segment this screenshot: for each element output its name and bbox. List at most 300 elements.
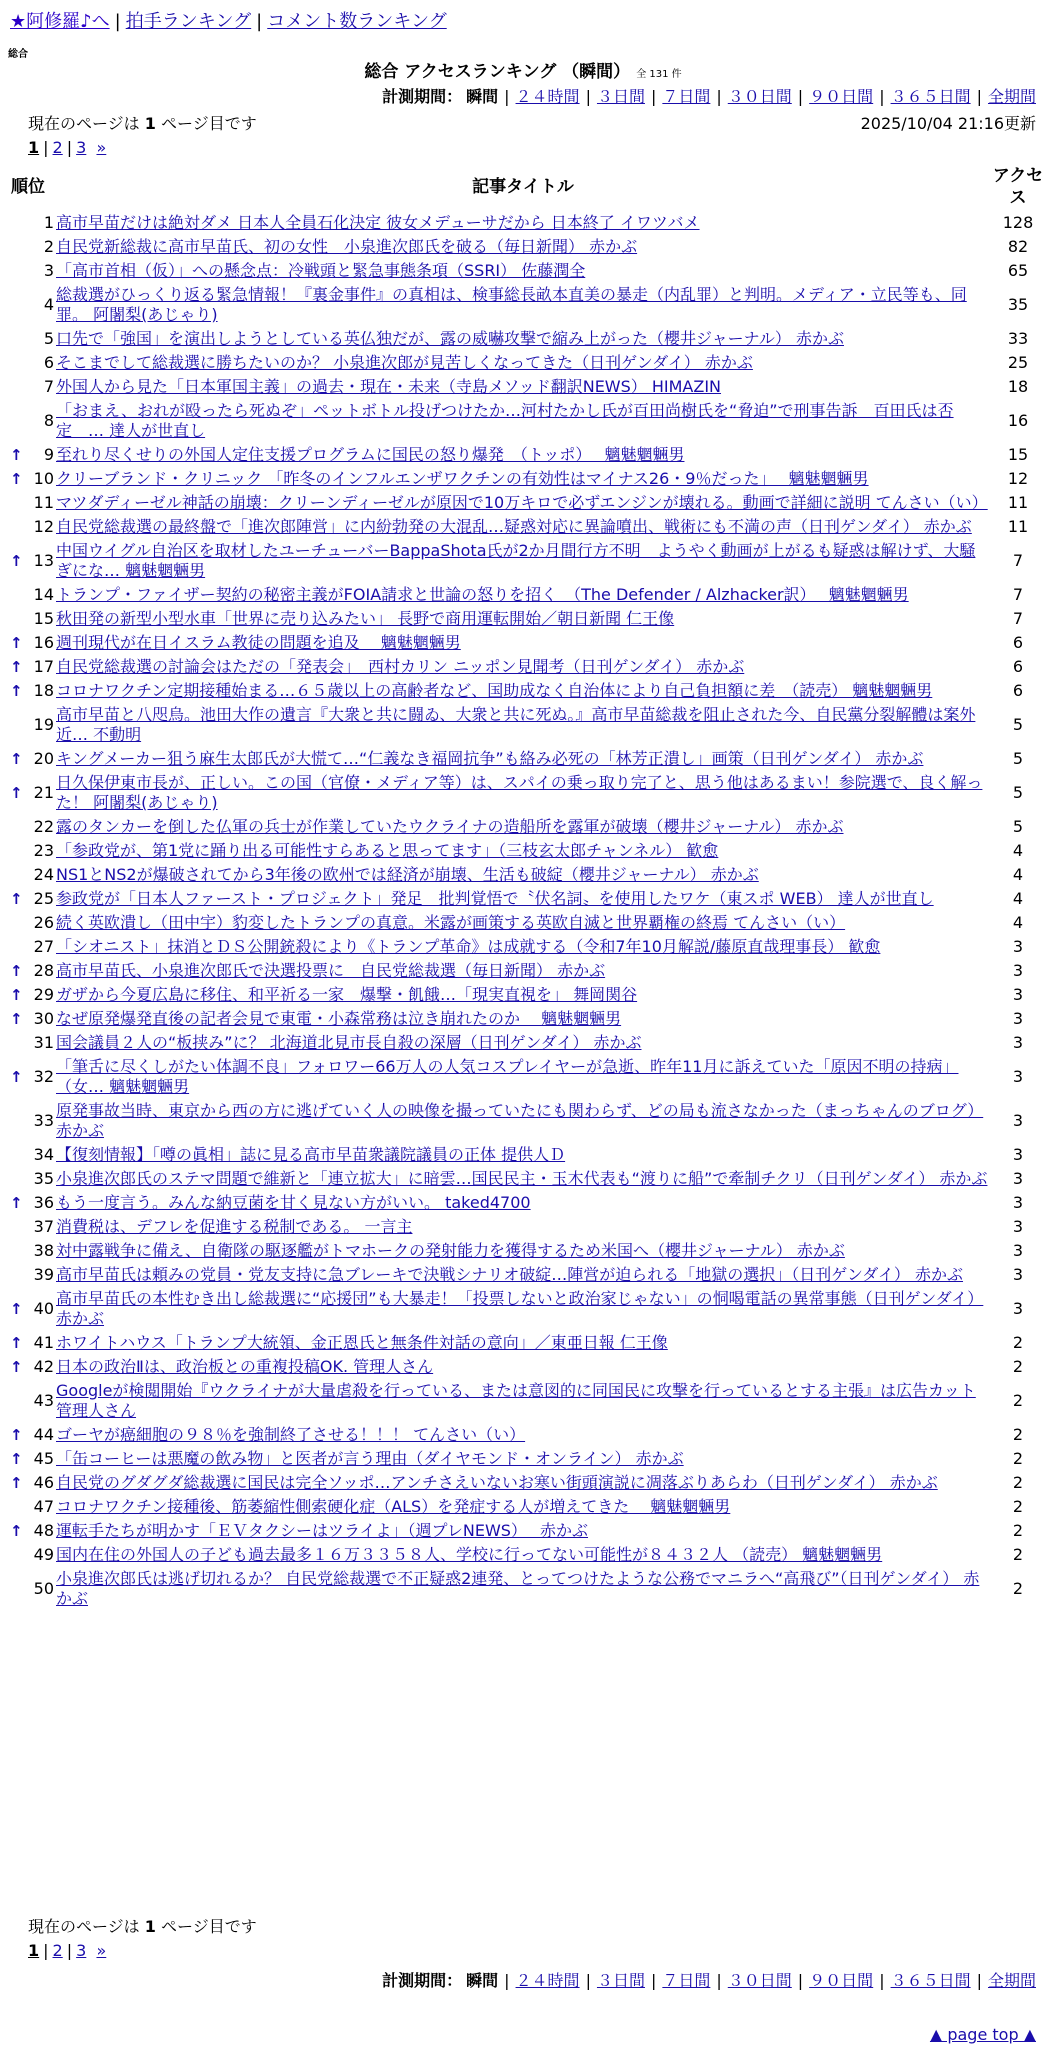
rank-up-arrow-icon: ↑: [10, 1334, 23, 1352]
rank-number: 43: [33, 1391, 54, 1410]
rank-cell: [0, 1379, 56, 1423]
access-count: 65: [1007, 261, 1029, 280]
table-row: [0, 631, 1046, 655]
rank-cell: [0, 1519, 56, 1543]
rank-up-arrow-icon: ↑: [10, 658, 23, 676]
rank-up-arrow-icon: ↑: [10, 682, 23, 700]
article-title-link[interactable]: ゴーヤが癌細胞の９８％を強制終了させる！！！ てんさい（い）: [56, 1425, 526, 1444]
rank-number: 41: [33, 1333, 54, 1352]
table-row: [0, 1423, 1046, 1447]
access-count: 4: [1012, 913, 1024, 932]
rank-number: 28: [33, 961, 54, 980]
table-row: [0, 443, 1046, 467]
rank-cell: [0, 1007, 56, 1031]
home-link[interactable]: ★阿修羅♪へ: [10, 11, 110, 32]
access-count: 5: [1012, 783, 1024, 802]
title-cell: [56, 1191, 990, 1215]
rank-cell: [0, 1471, 56, 1495]
pager-page-3[interactable]: 3: [76, 138, 87, 157]
title-cell: [56, 491, 990, 515]
rank-number: 11: [33, 493, 54, 512]
title-cell: [56, 283, 990, 327]
article-title-link[interactable]: NS1とNS2が爆破されてから3年後の欧州では経済が崩壊、生活も破綻（櫻井ジャーナル） 赤かぶ: [56, 865, 759, 884]
access-count: 3: [1012, 985, 1024, 1004]
rank-number: 38: [33, 1241, 54, 1260]
article-title-link[interactable]: 小泉進次郎氏は逃げ切れるか？ 自民党総裁選で不正疑惑2連発、とってつけたような公務でマニラへ“高飛び”（日刊ゲンダイ） 赤かぶ: [56, 1569, 980, 1608]
period-option-3d[interactable]: ３日間: [596, 87, 645, 106]
table-row: [0, 467, 1046, 491]
rank-cell: [0, 351, 56, 375]
rank-cell: [0, 815, 56, 839]
rank-number: 5: [43, 329, 54, 348]
access-count: 4: [1012, 865, 1024, 884]
rank-cell: [0, 983, 56, 1007]
access-count: 3: [1012, 1033, 1024, 1052]
rank-cell: [0, 1287, 56, 1331]
table-row: [0, 771, 1046, 815]
rank-cell: [0, 1055, 56, 1099]
access-count: 15: [1007, 445, 1029, 464]
access-count: 25: [1007, 353, 1029, 372]
rank-number: 31: [33, 1033, 54, 1052]
category-label: 総合: [8, 49, 28, 60]
access-count: 16: [1007, 411, 1029, 430]
table-row: [0, 1191, 1046, 1215]
period-option-30d[interactable]: ３０日間: [727, 87, 792, 106]
table-row: [0, 679, 1046, 703]
table-row: [0, 1215, 1046, 1239]
table-row: [0, 1495, 1046, 1519]
article-title-link[interactable]: 国内在住の外国人の子ども過去最多１６万３３５８人、学校に行ってない可能性が８４３２人 （読売） 魑魅魍魎男: [56, 1545, 883, 1564]
access-count: 2: [1012, 1521, 1024, 1540]
title-cell: [56, 539, 990, 583]
rank-up-arrow-icon: ↑: [10, 890, 23, 908]
article-title-link[interactable]: 高市早苗氏は頼みの党員・党友支持に急ブレーキで決戦シナリオ破綻…陣営が迫られる「地獄の選択」（日刊ゲンダイ） 赤かぶ: [56, 1265, 964, 1284]
top-nav: [10, 10, 447, 34]
access-count: 12: [1007, 469, 1029, 488]
article-title-link[interactable]: 【復刻情報】「噂の眞相」誌に見る高市早苗衆議院議員の正体 提供人Ｄ: [56, 1145, 566, 1164]
rank-cell: [0, 935, 56, 959]
article-title-link[interactable]: 週刊現代が在日イスラム教徒の問題を追及 魑魅魍魎男: [56, 633, 461, 652]
rank-number: 16: [33, 633, 54, 652]
table-row: [0, 747, 1046, 771]
title-cell: [56, 607, 990, 631]
article-title-link[interactable]: 対中露戦争に備え、自衛隊の駆逐艦がトマホークの発射能力を獲得するため米国へ（櫻井ジャーナル） 赤かぶ: [56, 1241, 845, 1260]
rank-number: 39: [33, 1265, 54, 1284]
access-count: 35: [1007, 295, 1029, 314]
access-count: 3: [1012, 1193, 1024, 1212]
period-option-365d[interactable]: ３６５日間: [890, 87, 971, 106]
article-title-link[interactable]: 「高市首相（仮）」への懸念点：冷戦頭と緊急事態条項（SSRI） 佐藤潤全: [56, 261, 586, 280]
access-count: 2: [1012, 1449, 1024, 1468]
rank-cell: [0, 839, 56, 863]
pager-next[interactable]: »: [96, 138, 107, 157]
rank-cell: [0, 1543, 56, 1567]
rank-number: 25: [33, 889, 54, 908]
rank-cell: [0, 771, 56, 815]
table-row: [0, 327, 1046, 351]
access-count: 2: [1012, 1497, 1024, 1516]
access-count: 7: [1012, 609, 1024, 628]
title-cell: [56, 1263, 990, 1287]
page-top-link[interactable]: ▲ page top ▲: [929, 2025, 1036, 2044]
column-header-title: 記事タイトル: [472, 177, 574, 197]
rank-up-arrow-icon: ↑: [10, 986, 23, 1004]
rank-number: 6: [43, 353, 54, 372]
access-count: 2: [1012, 1579, 1024, 1598]
rank-cell: [0, 539, 56, 583]
article-title-link[interactable]: 日本の政治Ⅱは、政治板との重複投稿OK. 管理人さん: [56, 1357, 434, 1376]
article-title-link[interactable]: 自民党新総裁に高市早苗氏、初の女性 小泉進次郎氏を破る（毎日新聞） 赤かぶ: [56, 237, 638, 256]
article-title-link[interactable]: コロナワクチン接種後、筋萎縮性側索硬化症（ALS）を発症する人が増えてきた 魑魅魍魎男: [56, 1497, 731, 1516]
ranking-table: [0, 163, 1046, 1611]
rank-number: 17: [33, 657, 54, 676]
rank-cell: [0, 1567, 56, 1611]
rank-number: 9: [43, 445, 54, 464]
rank-up-arrow-icon: ↑: [10, 1474, 23, 1492]
article-title-link[interactable]: 高市早苗氏、小泉進次郎氏で決選投票に 自民党総裁選（毎日新聞） 赤かぶ: [56, 961, 606, 980]
rank-up-arrow-icon: ↑: [10, 1194, 23, 1212]
access-count: 6: [1012, 657, 1024, 676]
period-option-30d[interactable]: ３０日間: [727, 1971, 792, 1990]
period-option-all[interactable]: 全期間: [987, 1971, 1036, 1990]
period-option-90d[interactable]: ９０日間: [809, 87, 874, 106]
period-current: 瞬間: [466, 1971, 499, 1990]
page-info-prefix: 現在のページは: [28, 1917, 140, 1936]
access-count: 3: [1012, 1009, 1024, 1028]
title-cell: [56, 1355, 990, 1379]
title-cell: [56, 815, 990, 839]
rank-cell: [0, 1355, 56, 1379]
pager-top: 1 | 2 | 3 »: [28, 138, 107, 157]
rank-number: 8: [43, 411, 54, 430]
access-count: 4: [1012, 841, 1024, 860]
title-cell: [56, 1379, 990, 1423]
title-cell: [56, 351, 990, 375]
article-title-link[interactable]: 「シオニスト」抹消とＤＳ公開銃殺により《トランプ革命》は成就する（令和7年10月解説/藤原直哉理事長） 歓愈: [56, 937, 881, 956]
access-count: 3: [1012, 1299, 1024, 1318]
title-cell: [56, 467, 990, 491]
pager-page-2[interactable]: 2: [52, 1941, 63, 1960]
ranking-title: 総合 アクセスランキング （瞬間）: [364, 62, 631, 82]
article-title-link[interactable]: 総裁選がひっくり返る緊急情報！『裏金事件』の真相は、検事総長畝本直美の暴走（内乱罪）と判明。メディア・立民等も、同罪。 阿闍梨(あじゃり): [56, 285, 967, 324]
rank-cell: [0, 1215, 56, 1239]
column-header-rank: 順位: [11, 177, 45, 197]
rank-number: 35: [33, 1169, 54, 1188]
rank-up-arrow-icon: ↑: [10, 470, 23, 488]
period-option-7d[interactable]: ７日間: [662, 87, 711, 106]
rank-number: 36: [33, 1193, 54, 1212]
article-title-link[interactable]: コロナワクチン定期接種始まる…６５歳以上の高齢者など、国助成なく自治体により自己負担額に差 （読売） 魑魅魍魎男: [56, 681, 933, 700]
article-title-link[interactable]: ガザから今夏広島に移住、和平祈る一家 爆撃・飢餓…「現実直視を」 舞岡関谷: [56, 985, 638, 1004]
rank-number: 4: [43, 295, 54, 314]
access-count: 11: [1007, 493, 1029, 512]
pager-next[interactable]: »: [96, 1941, 107, 1960]
title-cell: [56, 1519, 990, 1543]
rank-cell: [0, 327, 56, 351]
rank-number: 46: [33, 1473, 54, 1492]
article-title-link[interactable]: 原発事故当時、東京から西の方に逃げていく人の映像を撮っていたにも関わらず、どの局も流さなかった（まっちゃんのブログ） 赤かぶ: [56, 1101, 984, 1140]
table-row: [0, 983, 1046, 1007]
access-count: 128: [1002, 213, 1034, 232]
rank-cell: [0, 655, 56, 679]
article-title-link[interactable]: もう一度言う。みんな納豆菌を甘く見ない方がいい。 taked4700: [56, 1193, 531, 1212]
title-cell: [56, 655, 990, 679]
rank-up-arrow-icon: ↑: [10, 446, 23, 464]
article-title-link[interactable]: 高市早苗と八咫烏。池田大作の遺言『大衆と共に闘ゐ、大衆と共に死ぬ。』高市早苗総裁を阻止された今、自民黨分裂解體は案外近… 不動明: [56, 705, 976, 744]
article-title-link[interactable]: トランプ・ファイザー契約の秘密主義がFOIA請求と世論の怒りを招く （The Defender / Alzhacker訳） 魑魅魍魎男: [56, 585, 909, 604]
period-option-24h[interactable]: ２４時間: [515, 1971, 580, 1990]
article-title-link[interactable]: 運転手たちが明かす「ＥＶタクシーはツライよ」（週プレNEWS） 赤かぶ: [56, 1521, 589, 1540]
title-cell: [56, 443, 990, 467]
table-row: [0, 1331, 1046, 1355]
page-info-number: 1: [144, 1917, 156, 1936]
article-title-link[interactable]: キングメーカー狙う麻生太郎氏が大慌て…“仁義なき福岡抗争”も絡み必死の「林芳正潰し」画策（日刊ゲンダイ） 赤かぶ: [56, 749, 924, 768]
access-count: 3: [1012, 961, 1024, 980]
rank-cell: [0, 515, 56, 539]
title-cell: [56, 235, 990, 259]
title-cell: [56, 1471, 990, 1495]
pager-page-current[interactable]: 1: [28, 1941, 40, 1960]
table-row: [0, 1519, 1046, 1543]
rank-number: 42: [33, 1357, 54, 1376]
rank-cell: [0, 399, 56, 443]
rank-number: 10: [33, 469, 54, 488]
table-row: [0, 1167, 1046, 1191]
period-option-365d[interactable]: ３６５日間: [890, 1971, 971, 1990]
rank-cell: [0, 631, 56, 655]
title-cell: [56, 887, 990, 911]
updated-timestamp: 2025/10/04 21:16更新: [860, 114, 1036, 133]
rank-up-arrow-icon: ↑: [10, 1522, 23, 1540]
rank-up-arrow-icon: ↑: [10, 1068, 23, 1086]
article-title-link[interactable]: そこまでして総裁選に勝ちたいのか？ 小泉進次郎が見苦しくなってきた（日刊ゲンダイ） 赤かぶ: [56, 353, 753, 372]
article-title-link[interactable]: 中国ウイグル自治区を取材したユーチューバーBappaShota氏が2か月間行方不明 ようやく動画が上がるも疑惑は解けず、大騒ぎにな… 魑魅魍魎男: [56, 541, 976, 580]
title-cell: [56, 1567, 990, 1611]
title-cell: [56, 1215, 990, 1239]
rank-up-arrow-icon: ↑: [10, 552, 23, 570]
nav-separator: |: [114, 11, 121, 32]
title-cell: [56, 1099, 990, 1143]
period-selector-top: 計測期間： 瞬間 | ２４時間 | ３日間 | ７日間 | ３０日間 | ９０日間 | ３６５日間 | 全期間: [382, 87, 1036, 106]
rank-up-arrow-icon: ↑: [10, 1426, 23, 1444]
article-title-link[interactable]: 高市早苗氏の本性むき出し総裁選に“応援団”も大暴走！「投票しないと政治家じゃない」の恫喝電話の異常事態（日刊ゲンダイ） 赤かぶ: [56, 1289, 984, 1328]
table-header-row: [0, 163, 1046, 211]
total-count: 全 131 件: [636, 69, 682, 80]
title-cell: [56, 583, 990, 607]
table-row: [0, 1287, 1046, 1331]
rank-cell: [0, 703, 56, 747]
rank-cell: [0, 1031, 56, 1055]
period-option-all[interactable]: 全期間: [987, 87, 1036, 106]
rank-cell: [0, 1423, 56, 1447]
rank-up-arrow-icon: ↑: [10, 1300, 23, 1318]
table-row: [0, 583, 1046, 607]
rank-cell: [0, 283, 56, 327]
rank-cell: [0, 467, 56, 491]
rank-number: 20: [33, 749, 54, 768]
article-title-link[interactable]: 「缶コーヒーは悪魔の飲み物」と医者が言う理由（ダイヤモンド・オンライン） 赤かぶ: [56, 1449, 684, 1468]
article-title-link[interactable]: 至れり尽くせりの外国人定住支援プログラムに国民の怒り爆発 （トッポ） 魑魅魍魎男: [56, 445, 685, 464]
article-title-link[interactable]: クリーブランド・クリニック 「昨冬のインフルエンザワクチンの有効性はマイナス26・9％だった」 魑魅魍魎男: [56, 469, 869, 488]
rank-number: 30: [33, 1009, 54, 1028]
rank-cell: [0, 863, 56, 887]
period-option-7d[interactable]: ７日間: [662, 1971, 711, 1990]
title-cell: [56, 1447, 990, 1471]
access-count: 33: [1007, 329, 1029, 348]
rank-up-arrow-icon: ↑: [10, 1450, 23, 1468]
table-row: [0, 815, 1046, 839]
article-title-link[interactable]: 日久保伊東市長が、正しい。この国（官僚・メディア等）は、スパイの乗っ取り完了と、思う他はあるまい！参院選で、良く解った！ 阿闍梨(あじゃり): [56, 773, 983, 812]
table-row: [0, 1471, 1046, 1495]
access-count: 11: [1007, 517, 1029, 536]
rank-cell: [0, 607, 56, 631]
nav-separator: |: [256, 11, 263, 32]
article-title-link[interactable]: 自民党総裁選の最終盤で「進次郎陣営」に内紛勃発の大混乱…疑惑対応に異論噴出、戦術にも不満の声（日刊ゲンダイ） 赤かぶ: [56, 517, 972, 536]
access-count: 2: [1012, 1473, 1024, 1492]
table-row: [0, 863, 1046, 887]
access-count: 3: [1012, 1265, 1024, 1284]
article-title-link[interactable]: 外国人から見た「日本軍国主義」の過去・現在・未来（寺島メソッド翻訳NEWS） HIMAZIN: [56, 377, 722, 396]
article-title-link[interactable]: 露のタンカーを倒した仏軍の兵士が作業していたウクライナの造船所を露軍が破壊（櫻井ジャーナル） 赤かぶ: [56, 817, 844, 836]
article-title-link[interactable]: マツダディーゼル神話の崩壊：クリーンディーゼルが原因で10万キロで必ずエンジンが壊れる。動画で詳細に説明 てんさい（い）: [56, 493, 988, 512]
column-header-count: アクセス: [992, 166, 1044, 208]
applause-ranking-link[interactable]: 拍手ランキング: [125, 11, 252, 32]
table-row: [0, 911, 1046, 935]
rank-up-arrow-icon: ↑: [10, 962, 23, 980]
pager-page-3[interactable]: 3: [76, 1941, 87, 1960]
title-cell: [56, 1239, 990, 1263]
period-option-3d[interactable]: ３日間: [596, 1971, 645, 1990]
rank-number: 18: [33, 681, 54, 700]
rank-number: 15: [33, 609, 54, 628]
table-row: [0, 1007, 1046, 1031]
rank-cell: [0, 443, 56, 467]
access-count: 2: [1012, 1391, 1024, 1410]
article-title-link[interactable]: 小泉進次郎氏のステマ問題で維新と「連立拡大」に暗雲…国民民主・玉木代表も“渡りに船”で牽制チクリ（日刊ゲンダイ） 赤かぶ: [56, 1169, 988, 1188]
rank-cell: [0, 1263, 56, 1287]
rank-number: 37: [33, 1217, 54, 1236]
rank-cell: [0, 959, 56, 983]
rank-cell: [0, 1143, 56, 1167]
rank-number: 27: [33, 937, 54, 956]
article-title-link[interactable]: なぜ原発爆発直後の記者会見で東電・小森常務は泣き崩れたのか 魑魅魍魎男: [56, 1009, 622, 1028]
article-title-link[interactable]: 国会議員２人の“板挟み”に？ 北海道北見市長自殺の深層（日刊ゲンダイ） 赤かぶ: [56, 1033, 642, 1052]
article-title-link[interactable]: Googleが検閲開始『ウクライナが大量虐殺を行っている、または意図的に同国民に攻撃を行っているとする主張』は広告カット 管理人さん: [56, 1381, 976, 1420]
rank-cell: [0, 1099, 56, 1143]
rank-number: 1: [43, 213, 54, 232]
access-count: 2: [1012, 1333, 1024, 1352]
article-title-link[interactable]: 高市早苗だけは絶対ダメ 日本人全員石化決定 彼女メデューサだから 日本終了 イワツバメ: [56, 213, 700, 232]
rank-number: 32: [33, 1067, 54, 1086]
article-title-link[interactable]: 参政党が「日本人ファースト・プロジェクト」発足 批判覚悟で〝伏名詞〟を使用したワケ（東スポ WEB） 達人が世直し: [56, 889, 934, 908]
title-cell: [56, 1423, 990, 1447]
access-count: 4: [1012, 889, 1024, 908]
access-count: 2: [1012, 1545, 1024, 1564]
table-row: [0, 1567, 1046, 1611]
rank-number: 29: [33, 985, 54, 1004]
rank-number: 19: [33, 715, 54, 734]
rank-number: 50: [33, 1579, 54, 1598]
article-title-link[interactable]: ホワイトハウス「トランプ大統領、金正恩氏と無条件対話の意向」／東亜日報 仁王像: [56, 1333, 668, 1352]
rank-number: 49: [33, 1545, 54, 1564]
title-cell: [56, 211, 990, 235]
period-option-24h[interactable]: ２４時間: [515, 87, 580, 106]
pager-page-2[interactable]: 2: [52, 138, 63, 157]
access-count: 2: [1012, 1425, 1024, 1444]
article-title-link[interactable]: 秋田発の新型小型水車「世界に売り込みたい」 長野で商用運転開始／朝日新聞 仁王像: [56, 609, 675, 628]
rank-number: 44: [33, 1425, 54, 1444]
access-count: 82: [1007, 237, 1029, 256]
rank-up-arrow-icon: ↑: [10, 784, 23, 802]
table-row: [0, 1447, 1046, 1471]
access-count: 5: [1012, 749, 1024, 768]
table-row: [0, 1355, 1046, 1379]
table-row: [0, 887, 1046, 911]
period-option-90d[interactable]: ９０日間: [809, 1971, 874, 1990]
page-info-suffix: ページ目です: [161, 114, 257, 133]
article-title-link[interactable]: 続く英欧潰し（田中宇）豹変したトランプの真意。米露が画策する英欧自滅と世界覇権の終焉 てんさい（い）: [56, 913, 846, 932]
access-count: 7: [1012, 585, 1024, 604]
page-info-number: 1: [144, 114, 156, 133]
title-cell: [56, 771, 990, 815]
rank-cell: [0, 1239, 56, 1263]
rank-number: 45: [33, 1449, 54, 1468]
article-title-link[interactable]: 自民党のグダグダ総裁選に国民は完全ソッポ…アンチさえいないお寒い街頭演説に凋落ぶりあらわ（日刊ゲンダイ） 赤かぶ: [56, 1473, 938, 1492]
access-count: 7: [1012, 551, 1024, 570]
rank-number: 48: [33, 1521, 54, 1540]
title-cell: [56, 515, 990, 539]
table-row: [0, 515, 1046, 539]
table-row: [0, 283, 1046, 327]
rank-number: 3: [43, 261, 54, 280]
title-cell: [56, 959, 990, 983]
title-cell: [56, 375, 990, 399]
period-label: 計測期間：: [382, 1971, 463, 1990]
article-title-link[interactable]: 消費税は、デフレを促進する税制である。 一言主: [56, 1217, 413, 1236]
rank-cell: [0, 1191, 56, 1215]
title-cell: [56, 911, 990, 935]
article-title-link[interactable]: 「筆舌に尽くしがたい体調不良」フォロワー66万人の人気コスプレイヤーが急逝、昨年11月に訴えていた「原因不明の持病」（女… 魑魅魍魎男: [56, 1057, 959, 1096]
rank-cell: [0, 1447, 56, 1471]
article-title-link[interactable]: 口先で「強国」を演出しようとしている英仏独だが、露の威嚇攻撃で縮み上がった（櫻井ジャーナル） 赤かぶ: [56, 329, 844, 348]
title-cell: [56, 1007, 990, 1031]
page-top: [930, 2025, 1036, 2044]
table-row: [0, 935, 1046, 959]
comment-ranking-link[interactable]: コメント数ランキング: [267, 11, 447, 32]
pager-page-current[interactable]: 1: [28, 138, 40, 157]
article-title-link[interactable]: 自民党総裁選の討論会はただの「発表会」 西村カリン ニッポン見聞考（日刊ゲンダイ） 赤かぶ: [56, 657, 745, 676]
title-cell: [56, 1287, 990, 1331]
rank-number: 14: [33, 585, 54, 604]
title-cell: [56, 1167, 990, 1191]
rank-cell: [0, 375, 56, 399]
article-title-link[interactable]: 「参政党が、第1党に踊り出る可能性すらあると思ってます」（三枝玄太郎チャンネル） 歓愈: [56, 841, 719, 860]
access-count: 3: [1012, 1067, 1024, 1086]
table-row: [0, 375, 1046, 399]
article-title-link[interactable]: 「おまえ、おれが殴ったら死ぬぞ」ペットボトル投げつけたか…河村たかし氏が百田尚樹氏を“脅迫”で刑事告訴 百田氏は否定 … 達人が世直し: [56, 401, 954, 440]
pager-bottom: 1 | 2 | 3 »: [28, 1941, 107, 1960]
access-count: 2: [1012, 1357, 1024, 1376]
table-row: [0, 1143, 1046, 1167]
table-row: [0, 259, 1046, 283]
access-count: 6: [1012, 681, 1024, 700]
table-row: [0, 539, 1046, 583]
title-cell: [56, 935, 990, 959]
ranking-rows: [0, 211, 1046, 1611]
period-selector-bottom: 計測期間： 瞬間 | ２４時間 | ３日間 | ７日間 | ３０日間 | ９０日間 | ３６５日間 | 全期間: [382, 1971, 1036, 1990]
rank-cell: [0, 259, 56, 283]
